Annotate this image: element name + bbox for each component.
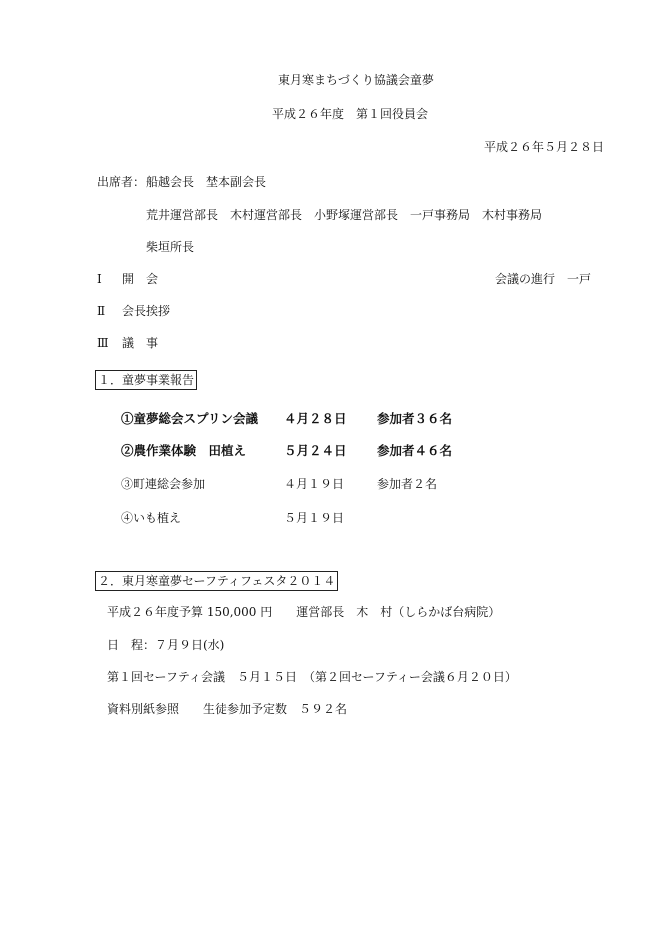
attendees-label: 出席者： [97, 175, 146, 189]
attendees-line-3: 柴垣所長 [146, 240, 195, 254]
report-row-1-participants: 参加者３６名 [377, 411, 453, 426]
budget-line: 平成２６年度予算 150,000 円 運営部長 木 村（しらかば台病院） [107, 605, 501, 619]
report-row-2-date: ５月２４日 [284, 443, 347, 458]
report-row-2-participants: 参加者４６名 [377, 443, 453, 458]
report-row-3-date: ４月１９日 [284, 477, 345, 491]
attendees-line-1: 船越会長 埜本副会長 [146, 175, 267, 189]
agenda-item-2-text: 会長挨拶 [122, 304, 171, 318]
report-row-3-name: ③町連総会参加 [121, 477, 206, 491]
agenda-item-2-number: Ⅱ [97, 304, 106, 318]
schedule-line: 日 程：７月９日(水) [107, 638, 225, 652]
agenda-item-1-number: Ⅰ [97, 272, 102, 286]
agenda-item-1-facilitator: 会議の進行 一戸 [495, 272, 592, 286]
report-row-1-name: ①童夢総会スプリン会議 [121, 411, 259, 426]
report-row-1-date: ４月２８日 [284, 411, 347, 426]
safety-meeting-line: 第１回セーフティ会議 ５月１５日 （第２回セーフティー会議６月２０日） [107, 670, 517, 684]
report-row-4-date: ５月１９日 [284, 511, 345, 525]
agenda-item-1-text: 開 会 [122, 272, 159, 286]
section-1-heading: １．童夢事業報告 [95, 370, 197, 390]
attendees-line-2: 荒井運営部長 木村運営部長 小野塚運営部長 一戸事務局 木村事務局 [146, 208, 543, 222]
section-2-heading: ２．東月寒童夢セーフティフェスタ２０１４ [95, 571, 338, 591]
org-title: 東月寒まちづくり協議会童夢 [278, 73, 434, 87]
report-row-4-name: ④いも植え [121, 511, 182, 525]
agenda-item-3-number: Ⅲ [97, 336, 109, 350]
report-row-2-name: ②農作業体験 田植え [121, 443, 247, 458]
meeting-title: 平成２６年度 第１回役員会 [272, 107, 429, 121]
materials-line: 資料別紙参照 生徒参加予定数 ５９２名 [107, 702, 348, 716]
report-row-3-participants: 参加者２名 [377, 477, 438, 491]
meeting-date: 平成２６年５月２８日 [484, 140, 605, 154]
agenda-item-3-text: 議 事 [122, 336, 159, 350]
